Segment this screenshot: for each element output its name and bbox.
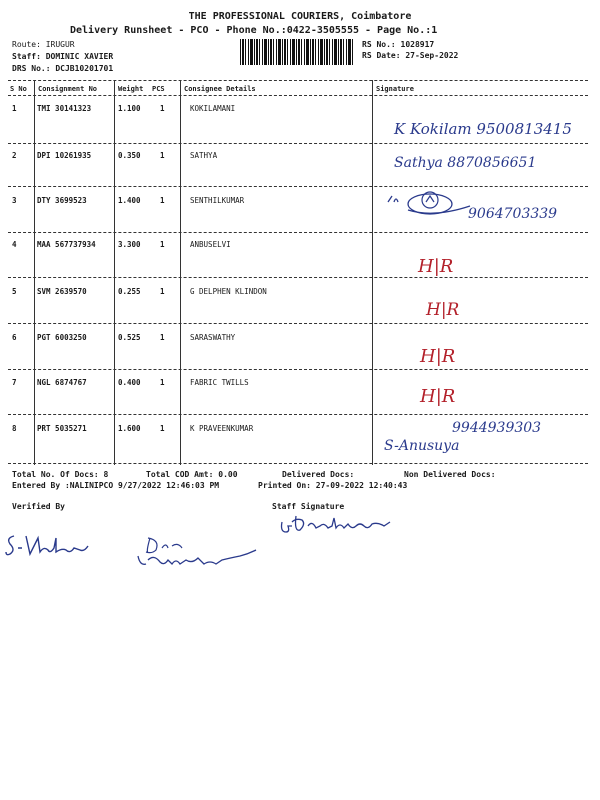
row-pcs: 1: [160, 104, 165, 113]
verified-by-label: Verified By: [12, 502, 65, 511]
row-sno: 7: [12, 378, 17, 387]
row-consignment: PRT 5035271: [37, 424, 87, 433]
total-docs: Total No. Of Docs: 8: [12, 470, 109, 479]
table-top-rule: [8, 80, 588, 81]
row-consignment: DPI 10261935: [37, 151, 92, 160]
barcode: [240, 39, 354, 65]
row-weight: 0.400: [118, 378, 141, 387]
row-pcs: 1: [160, 151, 165, 160]
verifier-signature-2: [132, 530, 262, 578]
col-pcs: PCS: [152, 85, 165, 93]
row-signature: H|R: [420, 346, 456, 367]
verifier-signature: [4, 528, 94, 560]
row-consignee: SARASWATHY: [190, 333, 236, 342]
row-consignee: FABRIC TWILLS: [190, 378, 249, 387]
row-consignee: K PRAVEENKUMAR: [190, 424, 254, 433]
runsheet-subtitle: Delivery Runsheet - PCO - Phone No.:0422-3505555 - Page No.:1: [70, 25, 438, 36]
col-consignee: Consignee Details: [184, 85, 256, 93]
staff-label: Staff: DOMINIC XAVIER: [12, 52, 114, 61]
row-consignment: NGL 6874767: [37, 378, 87, 387]
col-consignment: Consignment No: [38, 85, 98, 93]
row-weight: 0.255: [118, 287, 141, 296]
row-sno: 5: [12, 287, 17, 296]
row-consignee: KOKILAMANI: [190, 104, 236, 113]
staff-signature: [278, 512, 398, 538]
row-consignment: PGT 6003250: [37, 333, 87, 342]
row-pcs: 1: [160, 424, 165, 433]
drs-number: DRS No.: DCJB10201701: [12, 64, 114, 73]
row-consignment: TMI 30141323: [37, 104, 92, 113]
row-consignment: SVM 2639570: [37, 287, 87, 296]
col-signature: Signature: [376, 85, 414, 93]
table-header-rule: [8, 95, 588, 96]
row-signature: 9944939303: [452, 420, 542, 436]
row-pcs: 1: [160, 378, 165, 387]
company-title: THE PROFESSIONAL COURIERS, Coimbatore: [188, 11, 412, 22]
row-signature: H|R: [420, 386, 456, 407]
delivered-docs: Delivered Docs:: [282, 470, 355, 479]
row-rule: [8, 369, 588, 370]
row-sno: 3: [12, 196, 17, 205]
col-weight: Weight: [118, 85, 144, 93]
rs-date: RS Date: 27-Sep-2022: [362, 51, 459, 60]
row-consignee: ANBUSELVI: [190, 240, 231, 249]
row-rule: [8, 414, 588, 415]
table-bottom-rule: [8, 463, 588, 464]
row-sno: 1: [12, 104, 17, 113]
row-consignee: SENTHILKUMAR: [190, 196, 245, 205]
row-sno: 4: [12, 240, 17, 249]
row-signature: Sathya 8870856651: [394, 155, 537, 171]
row-consignee: SATHYA: [190, 151, 218, 160]
row-signature: K Kokilam 9500813415: [394, 120, 572, 138]
row-signature: H|R: [418, 256, 454, 277]
row-pcs: 1: [160, 287, 165, 296]
row-signature: H|R: [426, 300, 460, 320]
row-pcs: 1: [160, 196, 165, 205]
staff-signature-label: Staff Signature: [272, 502, 345, 511]
row-pcs: 1: [160, 333, 165, 342]
col-divider: [34, 80, 35, 465]
row-weight: 0.525: [118, 333, 141, 342]
row-rule: [8, 323, 588, 324]
row-pcs: 1: [160, 240, 165, 249]
col-divider: [372, 80, 373, 465]
row-sno: 6: [12, 333, 17, 342]
row-rule: [8, 143, 588, 144]
col-sno: S No: [10, 85, 27, 93]
row-weight: 1.100: [118, 104, 141, 113]
printed-on: Printed On: 27-09-2022 12:40:43: [258, 481, 408, 490]
non-delivered-docs: Non Delivered Docs:: [404, 470, 496, 479]
row-weight: 0.350: [118, 151, 141, 160]
scribble-signature: [384, 188, 474, 222]
row-sno: 8: [12, 424, 17, 433]
total-cod: Total COD Amt: 0.00: [146, 470, 238, 479]
row-weight: 3.300: [118, 240, 141, 249]
route-label: Route: IRUGUR: [12, 40, 75, 49]
rs-number: RS No.: 1028917: [362, 40, 435, 49]
row-consignment: MAA 567737934: [37, 240, 96, 249]
row-rule: [8, 232, 588, 233]
row-weight: 1.400: [118, 196, 141, 205]
signature-name: S-Anusuya: [384, 438, 460, 454]
row-consignee: G DELPHEN KLINDON: [190, 287, 267, 296]
entered-by: Entered By :NALINIPCO 9/27/2022 12:46:03 PM: [12, 481, 220, 490]
row-signature: 9064703339: [468, 206, 558, 222]
col-divider: [114, 80, 115, 465]
row-sno: 2: [12, 151, 17, 160]
row-consignment: DTY 3699523: [37, 196, 87, 205]
col-divider: [180, 80, 181, 465]
row-weight: 1.600: [118, 424, 141, 433]
row-rule: [8, 186, 588, 187]
row-rule: [8, 277, 588, 278]
